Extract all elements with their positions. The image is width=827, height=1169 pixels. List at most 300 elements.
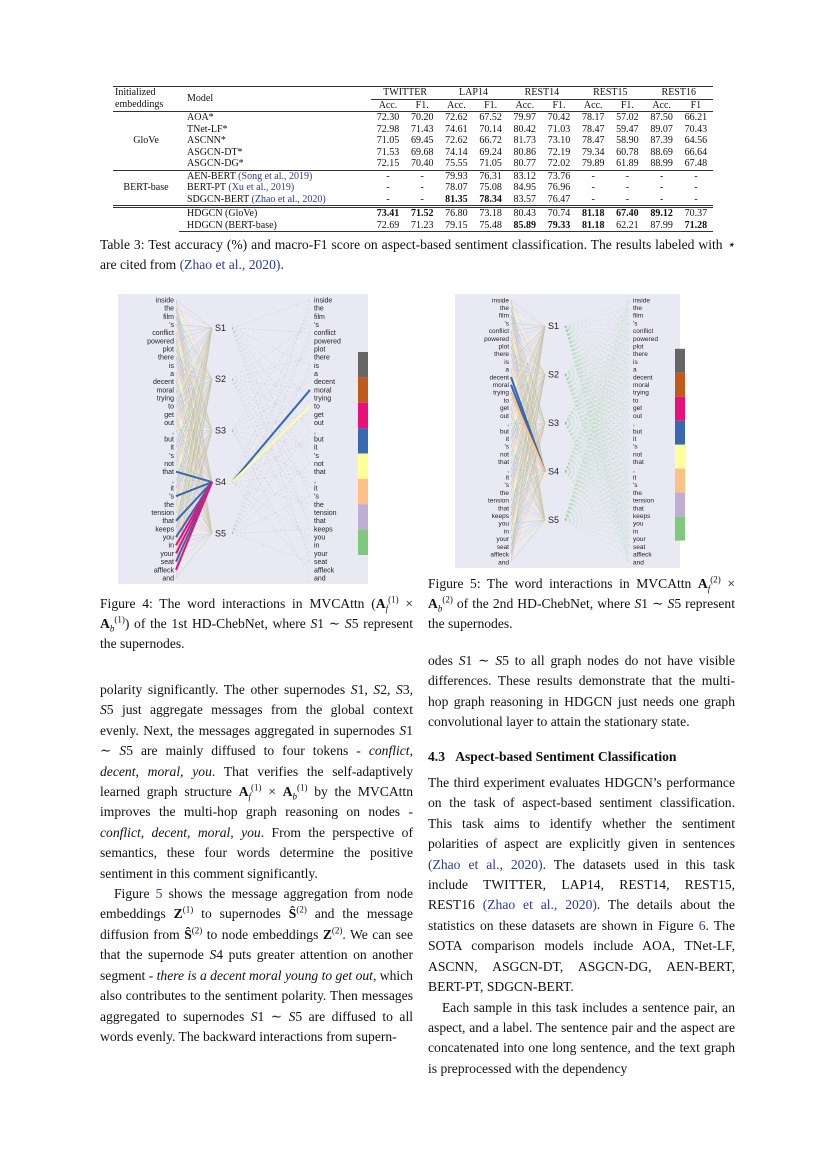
table-cell: 81.35	[445, 193, 468, 205]
math-symbol: Ŝ	[184, 926, 192, 942]
edge-supernode-to-token	[565, 423, 629, 523]
table-cell: 87.50	[650, 112, 673, 123]
table-cell: 58.90	[616, 135, 639, 146]
token-label: 's	[633, 443, 638, 451]
edge-supernode-to-token	[232, 341, 310, 482]
table-cell: 83.12	[508, 170, 542, 182]
text-span: . The details about the statistics on these datasets are shown in Figure	[428, 897, 735, 933]
token-label: keeps	[633, 513, 651, 521]
token-label: in	[503, 528, 509, 536]
strong-edge	[232, 390, 310, 482]
token-label: is	[314, 362, 320, 370]
paragraph	[428, 773, 735, 997]
token-label: it	[170, 444, 174, 452]
colorbar-segment	[675, 349, 685, 373]
table-cell: 57.02	[616, 112, 639, 123]
math-symbol: (2)	[710, 574, 721, 585]
token-label: film	[163, 313, 174, 321]
header-metric: F1.	[474, 99, 508, 112]
edge-supernode-to-token	[232, 472, 310, 482]
math-symbol: b	[437, 603, 443, 614]
text-span: 5 represent the supernodes.	[428, 596, 735, 631]
colorbar-segment	[358, 479, 368, 504]
token-label: 's	[504, 443, 509, 451]
token-label: decent	[489, 374, 509, 382]
table-cell: 72.02	[547, 158, 571, 169]
text-span: 5 to all graph nodes do not have visible differences. These results demonstrate that the multi-hop graph reasoning in HDGCN just needs one graph convolutional layer to attain the stationary state.	[428, 653, 735, 730]
token-label: conflict	[488, 328, 509, 336]
header-metric: Acc.	[576, 99, 610, 112]
table-cell: 59.47	[616, 123, 639, 135]
table-cell: 64.56	[684, 135, 708, 146]
citation-link[interactable]: 6	[698, 917, 706, 933]
table-cell: 84.95	[513, 182, 537, 193]
edge-supernode-to-token	[565, 308, 629, 326]
token-label: a	[633, 366, 637, 374]
table-cell: 67.48	[684, 158, 708, 169]
model-name: HDGCN (GloVe)	[187, 208, 258, 219]
text-span: 2,	[380, 682, 397, 697]
edge-supernode-to-token	[565, 300, 629, 326]
section-title: Aspect-based Sentiment Classification	[455, 748, 677, 764]
token-label: 's	[169, 493, 174, 501]
token-label: a	[505, 366, 509, 374]
token-label: seat	[633, 543, 646, 551]
token-label: that	[162, 469, 174, 477]
table-cell: 75.55	[445, 158, 468, 169]
math-symbol: S	[310, 616, 318, 631]
table-cell: 60.78	[616, 146, 639, 158]
token-label: is	[633, 358, 638, 366]
math-symbol: S	[634, 596, 642, 611]
table-cell: 72.62	[445, 112, 468, 123]
token-label: decent	[152, 379, 174, 387]
text-span: conflict, decent, moral, you	[100, 824, 261, 840]
token-label: ,	[172, 428, 174, 436]
colorbar-segment	[358, 403, 368, 428]
citation-link[interactable]: (Zhao et al., 2020)	[482, 897, 597, 913]
text-span: ,	[180, 763, 193, 779]
citation-link[interactable]: (Zhao et al., 2020)	[428, 856, 543, 872]
token-label: 's	[504, 482, 509, 490]
token-label: that	[314, 518, 326, 526]
token-label: ,	[314, 477, 316, 485]
table-cell: 88.69	[650, 146, 673, 158]
token-label: the	[314, 305, 324, 313]
edge-supernode-to-token	[232, 379, 310, 521]
token-label: film	[633, 312, 644, 320]
edge-supernode-to-token	[232, 534, 310, 562]
token-label: keeps	[491, 513, 509, 521]
text-span: of the 2nd HD-ChebNet, where	[452, 596, 635, 611]
table-cell: 71.53	[376, 146, 400, 158]
edge-supernode-to-token	[232, 328, 310, 333]
token-label: plot	[633, 343, 644, 351]
token-label: keeps	[155, 526, 174, 534]
header-metric: F1.	[610, 99, 644, 112]
table-cell: 72.30	[376, 112, 400, 123]
table-cell: 81.73	[513, 135, 537, 146]
token-label: there	[494, 351, 509, 359]
token-label: powered	[484, 335, 509, 343]
token-label: that	[314, 469, 326, 477]
colorbar-segment	[675, 445, 685, 469]
edge-supernode-to-token	[232, 328, 310, 431]
model-name: ASCNN*	[187, 135, 226, 146]
token-label: out	[314, 420, 324, 428]
token-label: it	[633, 435, 637, 443]
colorbar-segment	[675, 493, 685, 517]
token-label: moral	[633, 382, 650, 390]
table-cell: 75.48	[474, 220, 508, 232]
token-label: tension	[488, 497, 509, 505]
text-span: 1 ∼	[100, 722, 413, 759]
edge-token-to-supernode	[176, 300, 212, 328]
token-label: 's	[633, 320, 638, 328]
token-label: in	[314, 542, 320, 550]
table-cell: 80.43	[508, 207, 542, 220]
token-label: 's	[169, 321, 174, 329]
text-span: ×	[261, 784, 283, 800]
token-label: it	[170, 485, 174, 493]
table-cell: 78.34	[479, 193, 502, 205]
edge-supernode-to-token	[565, 423, 629, 520]
edge-supernode-to-token	[232, 308, 310, 482]
supernode-label: S2	[215, 374, 227, 385]
token-label: there	[314, 354, 330, 362]
token-label: the	[164, 501, 174, 509]
token-label: inside	[314, 297, 333, 305]
model-cell	[179, 135, 371, 147]
token-label: there	[633, 351, 648, 359]
token-label: it	[314, 444, 318, 452]
token-label: and	[498, 559, 509, 567]
token-label: ,	[633, 466, 635, 474]
token-label: not	[633, 451, 643, 459]
token-label: inside	[633, 297, 650, 305]
header-metric: F1	[679, 99, 713, 112]
model-name: SDGCN-BERT	[187, 193, 250, 205]
text-span: ) of the 1st HD-ChebNet, where	[124, 616, 311, 631]
token-label: ,	[172, 477, 174, 485]
header-metric: Acc.	[439, 99, 473, 112]
token-label: to	[314, 403, 320, 411]
table-row	[113, 147, 713, 159]
table-cell: 76.96	[547, 182, 571, 193]
token-label: powered	[147, 338, 174, 346]
table-cell: 71.05	[479, 158, 502, 169]
token-label: to	[633, 397, 639, 405]
table-cell: -	[659, 193, 664, 205]
text-span: .	[280, 257, 284, 272]
table-cell: 73.76	[542, 170, 576, 182]
text-span: . The SOTA comparison models include AOA, TNet-LF, ASCNN, ASGCN-DT, ASGCN-DG, AEN-BERT, BERT-PT, SDGCN-BERT.	[428, 917, 735, 995]
table-cell: 78.07	[445, 182, 468, 193]
math-symbol: (1)	[251, 782, 262, 793]
token-label: tension	[314, 510, 337, 518]
text-span: 3,	[402, 682, 414, 697]
model-cell	[179, 182, 371, 194]
token-label: ,	[314, 428, 316, 436]
token-label: you	[498, 520, 509, 528]
math-symbol: (2)	[442, 594, 453, 605]
table-cell: 79.33	[542, 220, 576, 232]
embedding-group	[113, 207, 179, 232]
token-label: not	[164, 460, 174, 468]
table-cell: 71.23	[405, 220, 439, 232]
token-label: not	[499, 451, 509, 459]
text-span: 1 ∼	[317, 616, 345, 631]
math-symbol: S	[373, 682, 381, 697]
table-cell: 70.74	[542, 207, 576, 220]
edge-supernode-to-token	[565, 472, 629, 547]
token-label: get	[164, 411, 174, 419]
token-label: ,	[507, 466, 509, 474]
math-symbol: ⋆	[726, 237, 735, 252]
supernode-label: S3	[548, 418, 560, 429]
math-symbol: A	[238, 784, 249, 800]
table-cell: 76.80	[439, 207, 473, 220]
math-symbol: Z	[173, 906, 183, 922]
table-cell: -	[610, 170, 644, 182]
token-label: get	[314, 411, 324, 419]
table-cell: -	[625, 193, 630, 205]
token-label: that	[162, 518, 174, 526]
edge-supernode-to-token	[565, 520, 629, 554]
table-cell: -	[386, 182, 390, 193]
token-label: ,	[507, 420, 509, 428]
token-label: and	[162, 575, 174, 583]
token-label: your	[633, 536, 646, 544]
figure-4	[118, 294, 368, 584]
text-span: . The datasets used in this task include TWITTER, LAP14, REST14, REST15, REST16	[428, 856, 735, 913]
token-label: not	[314, 460, 324, 468]
table-cell: 67.52	[479, 112, 502, 123]
figure-4-graph	[118, 294, 378, 584]
token-label: the	[633, 489, 643, 497]
table-cell: 70.37	[679, 207, 713, 220]
edge-supernode-to-token	[565, 472, 629, 555]
text-span: . We can see that the supernode	[100, 926, 413, 963]
table-cell: 81.18	[576, 207, 610, 220]
token-label: it	[314, 485, 318, 493]
header-dataset: TWITTER	[371, 87, 439, 100]
table-cell: -	[405, 170, 439, 182]
token-label: powered	[314, 338, 341, 346]
text-span: 5 represent the supernodes.	[100, 616, 414, 651]
table-cell: 76.31	[474, 170, 508, 182]
token-label: seat	[160, 559, 174, 567]
token-label: but	[164, 436, 174, 444]
table-cell: 74.61	[445, 123, 468, 135]
model-name: BERT-PT	[187, 182, 226, 193]
table-cell: 78.17	[581, 112, 605, 123]
embedding-group: BERT-base	[113, 170, 179, 207]
token-label: affleck	[633, 551, 652, 559]
table-cell: 78.47	[581, 135, 605, 146]
math-symbol: S	[350, 682, 358, 697]
token-label: get	[499, 405, 509, 413]
text-span: conflict	[368, 743, 410, 759]
table-row	[113, 207, 713, 220]
token-label: 's	[314, 452, 319, 460]
text-span: and the message diffusion from	[100, 906, 413, 942]
table-row	[113, 124, 713, 136]
math-symbol: S	[119, 743, 127, 759]
edge-supernode-to-token	[565, 326, 629, 377]
table-cell: 62.21	[610, 220, 644, 232]
supernode-label: S2	[548, 369, 560, 380]
table-cell: 70.42	[547, 112, 571, 123]
table-cell: 61.89	[616, 158, 639, 169]
text-span: shows the message aggregation from node embeddings	[100, 886, 413, 922]
model-name: AOA*	[187, 112, 214, 123]
token-label: seat	[314, 559, 328, 567]
table-cell: 76.47	[547, 193, 571, 205]
citation-link[interactable]: (Zhao et al., 2020)	[179, 257, 281, 272]
table-cell: -	[591, 182, 595, 193]
token-label: 's	[314, 493, 319, 501]
header-model: Model	[179, 87, 371, 112]
text-span: 1,	[357, 682, 374, 697]
token-label: it	[633, 474, 637, 482]
token-label: there	[158, 354, 174, 362]
header-metric: F1.	[542, 99, 576, 112]
math-symbol: S	[495, 653, 503, 668]
edge-supernode-to-token	[565, 520, 629, 539]
token-label: get	[633, 405, 643, 413]
token-label: in	[168, 542, 174, 550]
supernode-label: S5	[215, 528, 227, 539]
table-cell: 89.12	[645, 207, 679, 220]
model-cell	[179, 170, 371, 182]
table-cell: -	[591, 193, 595, 205]
text-span: ×	[720, 576, 735, 591]
token-label: your	[314, 550, 328, 558]
figure-5-caption	[428, 574, 735, 634]
token-label: affleck	[490, 551, 509, 559]
token-label: tension	[633, 497, 654, 505]
text-span: 5 are diffused to all words evenly. The backward interactions from supern-	[100, 1008, 413, 1044]
paragraph	[428, 651, 735, 733]
math-symbol: f	[248, 791, 252, 802]
section-number: 4.3	[428, 748, 445, 764]
table-cell: 89.07	[650, 123, 673, 135]
model-cell	[179, 112, 371, 124]
header-dataset: REST16	[645, 87, 713, 100]
math-symbol: A	[375, 596, 386, 611]
table-cell: -	[645, 170, 679, 182]
edge-supernode-to-token	[565, 326, 629, 423]
token-label: 's	[504, 320, 509, 328]
math-symbol: S	[209, 947, 217, 963]
token-label: that	[498, 459, 509, 467]
table-cell: 87.39	[650, 135, 673, 146]
token-label: that	[633, 459, 644, 467]
text-span: 1 ∼	[641, 596, 668, 611]
edge-supernode-to-token	[232, 431, 310, 578]
model-cell	[179, 220, 371, 232]
math-symbol: f	[385, 603, 389, 614]
table-cell: 66.21	[684, 112, 708, 123]
header-metric: Acc.	[508, 99, 542, 112]
table-cell: 79.15	[439, 220, 473, 232]
text-span: odes	[428, 653, 459, 668]
table-cell: 72.98	[376, 123, 400, 135]
math-symbol: (1)	[114, 614, 125, 625]
citation-link[interactable]: (Zhao et al., 2020)	[251, 193, 326, 205]
table-cell: -	[625, 182, 630, 193]
math-symbol: A	[100, 616, 110, 631]
token-label: powered	[633, 335, 658, 343]
table-cell: 71.05	[376, 135, 400, 146]
math-symbol: Z	[322, 926, 332, 942]
token-label: you	[314, 534, 326, 542]
colorbar-segment	[675, 373, 685, 397]
citation-link[interactable]: 5	[155, 886, 163, 902]
token-label: that	[498, 505, 509, 513]
token-label: your	[160, 550, 174, 558]
token-label: affleck	[314, 567, 335, 575]
token-label: 's	[633, 482, 638, 490]
edge-supernode-to-token	[565, 369, 629, 471]
edge-token-to-supernode	[511, 300, 545, 326]
edge-supernode-to-token	[232, 482, 310, 504]
token-label: conflict	[633, 328, 654, 336]
model-cell	[179, 124, 371, 136]
token-label: conflict	[314, 330, 336, 338]
edge-supernode-to-token	[565, 470, 629, 521]
header-dataset: REST14	[508, 87, 576, 100]
colorbar-segment	[358, 377, 368, 402]
edge-supernode-to-token	[232, 529, 310, 534]
token-label: out	[499, 412, 509, 420]
paragraph	[100, 680, 413, 884]
token-label: out	[164, 420, 174, 428]
colorbar-segment	[675, 517, 685, 541]
edge-supernode-to-token	[565, 520, 629, 547]
math-symbol: A	[428, 596, 438, 611]
header-metric: F1.	[405, 99, 439, 112]
token-label: to	[168, 403, 174, 411]
paragraph	[428, 998, 735, 1080]
token-label: moral	[156, 387, 174, 395]
edge-supernode-to-token	[565, 346, 629, 374]
table-cell: -	[420, 193, 424, 205]
table-row	[113, 182, 713, 194]
text-span: ,	[409, 743, 413, 759]
token-label: decent	[633, 374, 653, 382]
table-cell: 73.10	[547, 135, 571, 146]
math-symbol: b	[292, 791, 297, 802]
model-name: AEN-BERT	[187, 170, 236, 182]
math-symbol: S	[250, 1008, 258, 1024]
edge-supernode-to-token	[232, 382, 310, 431]
citation-link[interactable]: (Song et al., 2019)	[238, 170, 313, 182]
table-cell: 71.03	[547, 123, 571, 135]
table-cell: 79.93	[439, 170, 473, 182]
supernode-label: S3	[215, 425, 227, 436]
table-cell: 72.62	[445, 135, 468, 146]
token-label: but	[314, 436, 324, 444]
citation-link[interactable]: (Xu et al., 2019)	[228, 182, 295, 193]
table-cell: -	[659, 182, 664, 193]
text-span: 1 ∼	[465, 653, 496, 668]
text-span: Figure 5: The word interactions in MVCAttn	[428, 576, 698, 591]
colorbar-segment	[675, 469, 685, 493]
math-symbol: S	[667, 596, 675, 611]
text-span: by the MVCAttn improves the multi-hop graph reasoning on nodes -	[100, 784, 413, 820]
